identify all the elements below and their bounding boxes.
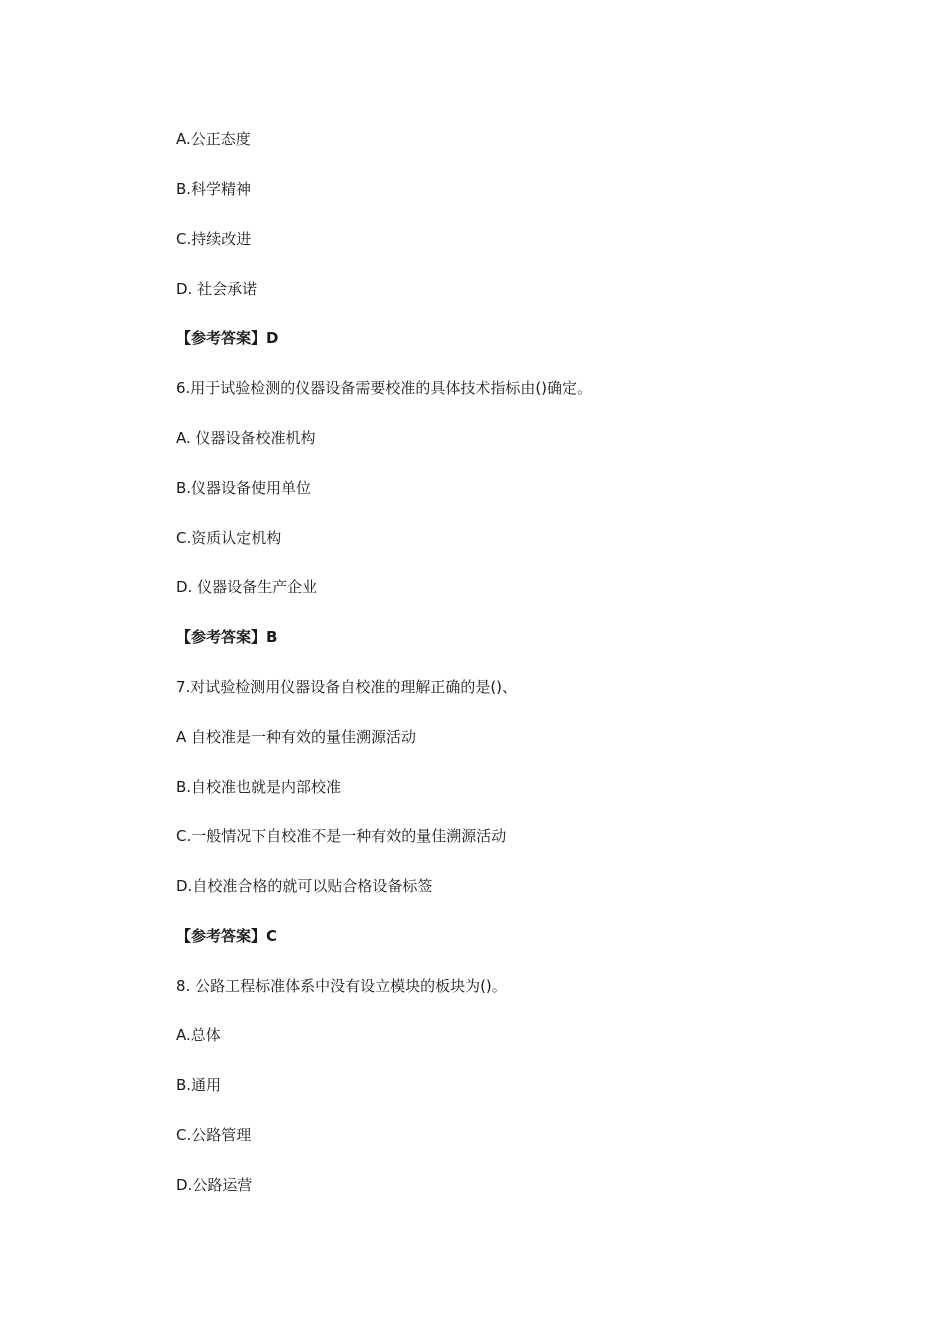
option-line: B.通用: [176, 1076, 222, 1094]
option-line: A 自校准是一种有效的量佳溯源活动: [176, 728, 417, 746]
option-line: D. 社会承诺: [176, 280, 258, 298]
option-line: D.自校准合格的就可以贴合格设备标签: [176, 877, 433, 895]
option-line: C.持续改进: [176, 230, 252, 248]
option-line: A.公正态度: [176, 130, 251, 148]
option-line: C.一般情况下自校准不是一种有效的量佳溯源活动: [176, 827, 507, 845]
option-line: C.公路管理: [176, 1126, 252, 1144]
answer-line: 【参考答案】D: [176, 329, 279, 347]
answer-line: 【参考答案】B: [176, 628, 278, 646]
question-line: 7.对试验检测用仪器设备自校准的理解正确的是()、: [176, 678, 518, 696]
question-line: 6.用于试验检测的仪器设备需要校准的具体技术指标由()确定。: [176, 379, 593, 397]
option-line: D.公路运营: [176, 1176, 253, 1194]
option-line: A. 仪器设备校准机构: [176, 429, 316, 447]
answer-line: 【参考答案】C: [176, 927, 278, 945]
option-line: C.资质认定机构: [176, 529, 282, 547]
option-line: B.科学精神: [176, 180, 252, 198]
option-line: D. 仪器设备生产企业: [176, 578, 318, 596]
option-line: B.仪器设备使用单位: [176, 479, 312, 497]
question-line: 8. 公路工程标准体系中没有设立模块的板块为()。: [176, 977, 507, 995]
option-line: A.总体: [176, 1026, 221, 1044]
option-line: B.自校准也就是内部校准: [176, 778, 342, 796]
